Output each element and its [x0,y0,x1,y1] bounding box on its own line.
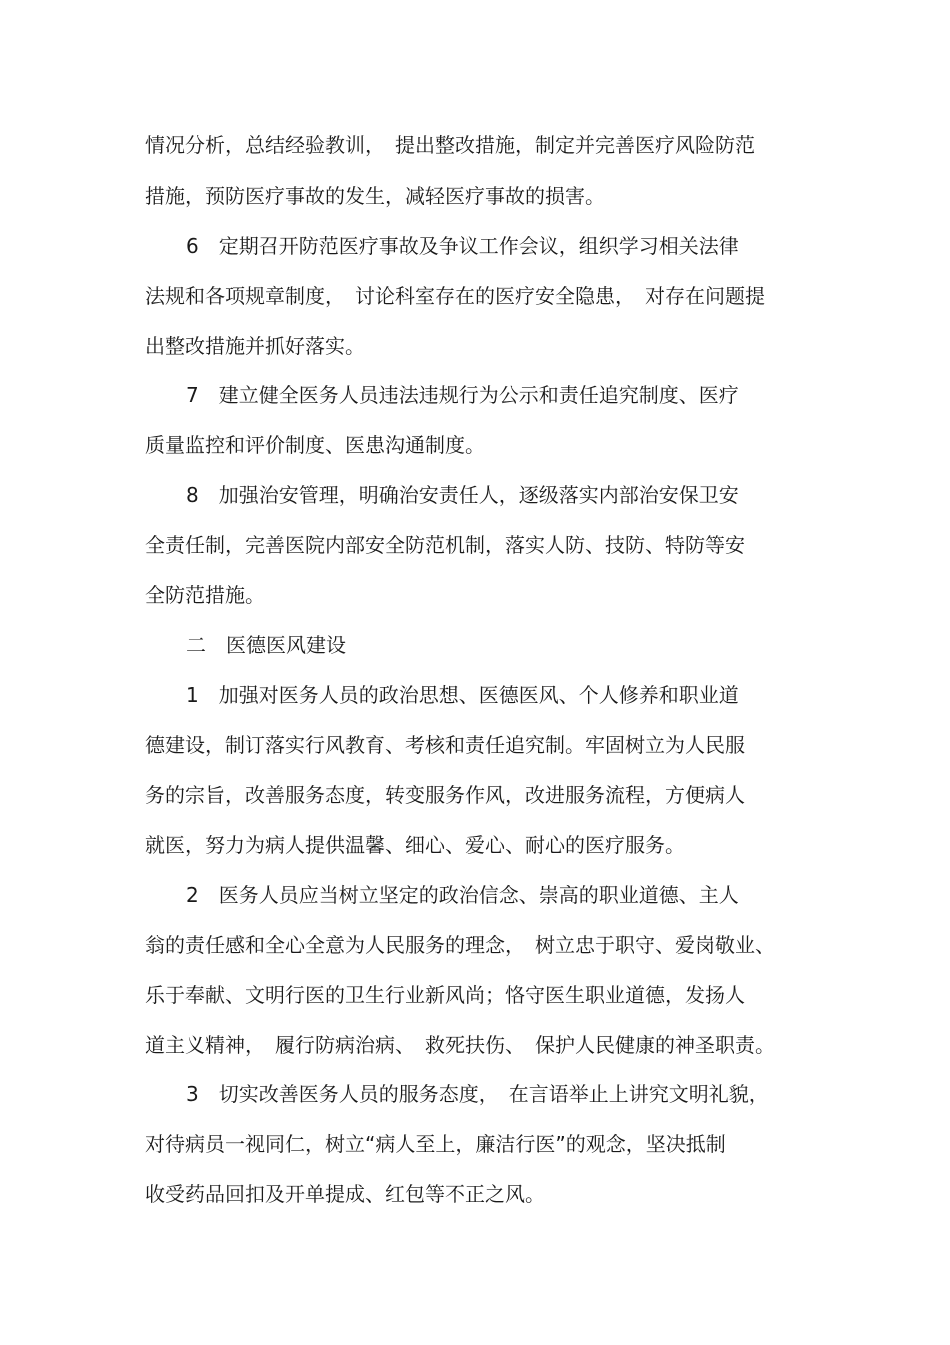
text-line: 全防范措施。 [145,583,265,607]
text-line: 道主义精神， 履行防病治病、 救死扶伤、 保护人民健康的神圣职责。 [145,1033,775,1057]
text-line: 德建设，制订落实行风教育、考核和责任追究制。牢固树立为人民服 [145,733,745,757]
text-line: 质量监控和评价制度、医患沟通制度。 [145,433,485,457]
paragraph-2-first-line: 2 医务人员应当树立坚定的政治信念、崇高的职业道德、主人 [186,883,739,907]
text-line: 对待病员一视同仁，树立“病人至上，廉洁行医”的观念，坚决抵制 [145,1132,726,1156]
text-line: 务的宗旨，改善服务态度，转变服务作风，改进服务流程，方便病人 [145,783,745,807]
text-line: 翁的责任感和全心全意为人民服务的理念， 树立忠于职守、爱岗敬业、 [145,933,775,957]
paragraph-6-first-line: 6 定期召开防范医疗事故及争议工作会议，组织学习相关法律 [186,234,739,258]
paragraph-8-first-line: 8 加强治安管理，明确治安责任人，逐级落实内部治安保卫安 [186,483,739,507]
text-line: 情况分析，总结经验教训， 提出整改措施，制定并完善医疗风险防范 [145,133,755,157]
text-line: 就医，努力为病人提供温馨、细心、爱心、耐心的医疗服务。 [145,833,685,857]
paragraph-7-first-line: 7 建立健全医务人员违法违规行为公示和责任追究制度、医疗 [186,383,739,407]
text-line: 出整改措施并抓好落实。 [145,334,365,358]
paragraph-3-first-line: 3 切实改善医务人员的服务态度， 在言语举止上讲究文明礼貌， [186,1082,769,1106]
text-line: 乐于奉献、文明行医的卫生行业新风尚；恪守医生职业道德，发扬人 [145,983,745,1007]
paragraph-1-first-line: 1 加强对医务人员的政治思想、医德医风、个人修养和职业道 [186,683,739,707]
section-heading: 二 医德医风建设 [186,633,346,657]
text-line: 法规和各项规章制度， 讨论科室存在的医疗安全隐患， 对存在问题提 [145,284,765,308]
text-line: 收受药品回扣及开单提成、红包等不正之风。 [145,1182,545,1206]
text-line: 措施，预防医疗事故的发生，减轻医疗事故的损害。 [145,184,605,208]
text-line: 全责任制，完善医院内部安全防范机制，落实人防、技防、特防等安 [145,533,745,557]
